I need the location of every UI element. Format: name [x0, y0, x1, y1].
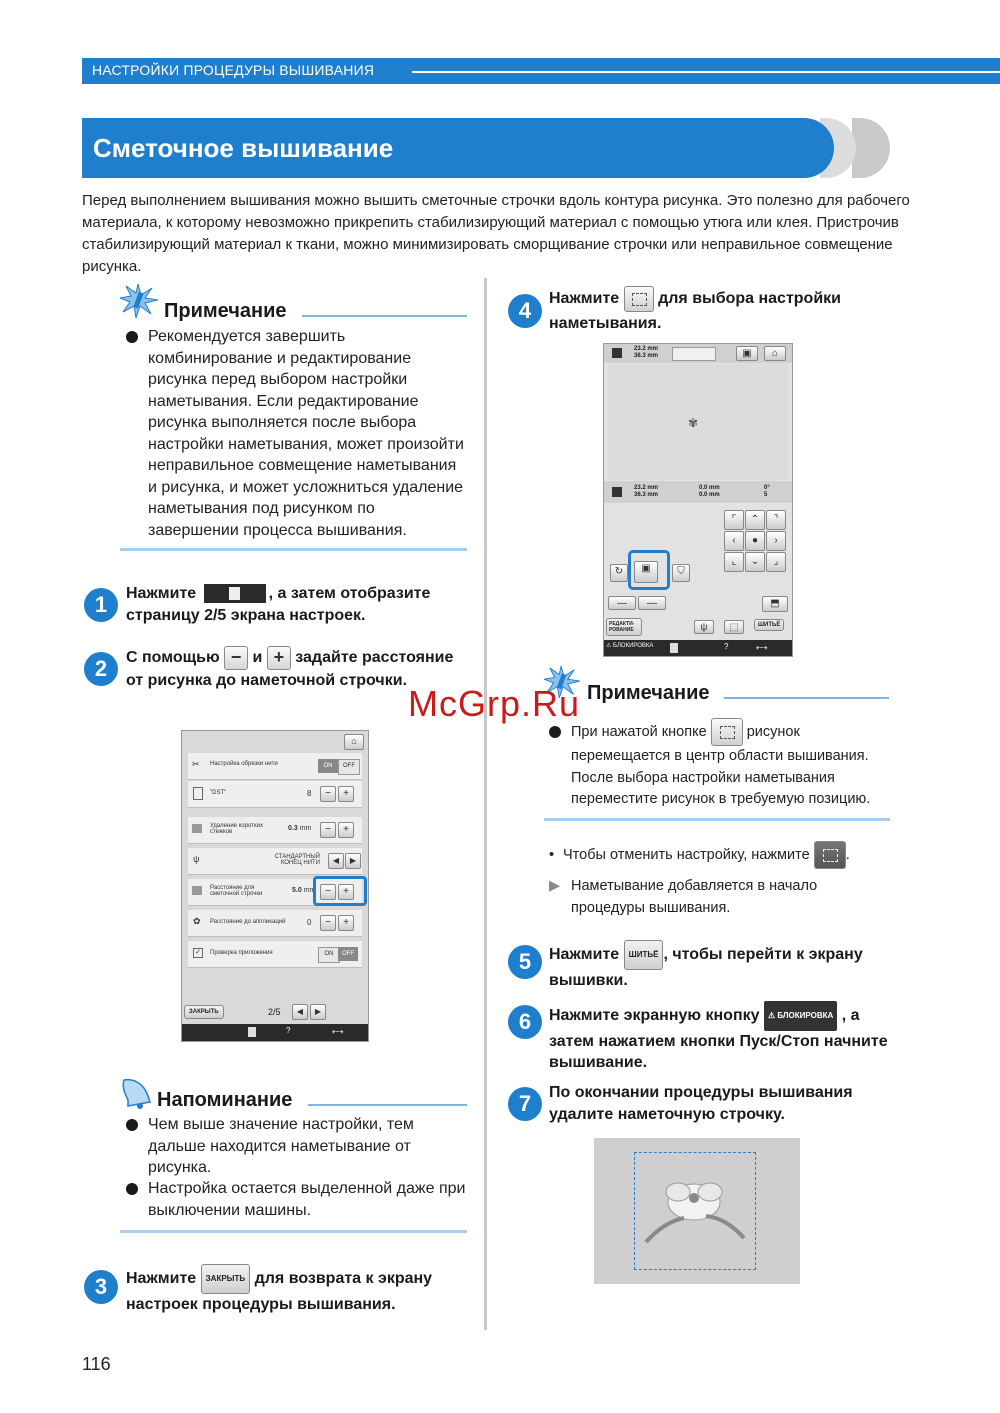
- step-number: 1: [84, 588, 118, 622]
- setting-row: [188, 910, 362, 937]
- bullet-dot-icon: [549, 726, 561, 738]
- plus-button[interactable]: +: [338, 786, 354, 802]
- plus-icon: +: [267, 646, 291, 670]
- page-next-icon[interactable]: ▶: [310, 1004, 326, 1020]
- needle-icon: ψ: [193, 854, 200, 864]
- basting-key-icon: [814, 841, 846, 869]
- note-bullet-text: [571, 718, 889, 811]
- setting-label: Удаление коротких стежков: [210, 823, 263, 835]
- reminder-bullet-text: Настройка остается выделенной даже при выключении машины.: [148, 1180, 466, 1219]
- scroll-icon[interactable]: ⟷: [756, 643, 768, 652]
- size-width: 23.2 mm: [634, 485, 659, 491]
- triangle-icon: ▶: [549, 878, 561, 894]
- step-2-mid: и: [252, 649, 263, 667]
- setting-value: 0: [307, 918, 312, 927]
- minus-button[interactable]: −: [320, 786, 336, 802]
- arrow-left-icon[interactable]: ◀: [328, 853, 344, 869]
- note-bullet: [549, 718, 889, 811]
- basting-button[interactable]: ▣: [634, 561, 658, 583]
- offset-y: 0.0 mm: [699, 485, 720, 491]
- fabric-illustration: [594, 1138, 800, 1284]
- header-rule: [412, 71, 1000, 73]
- arrow-right-icon[interactable]: ▶: [345, 853, 361, 869]
- note-bullet-text: Рекомендуется завершить комбинирование и редактирование рисунка перед выбором настройки наметывания. Если редактирование рисунка выполняется после выбора настройки наметывания, может произойти неправильное совмещение наметывания и рисунка, и может усложниться удаление наметывания под рисунком по завершении процесса вышивания.: [148, 328, 464, 539]
- step-1-text: [126, 583, 471, 626]
- step-5-pre: Нажмите: [549, 945, 620, 963]
- page-number: 116: [82, 1354, 111, 1374]
- step-6-text: [549, 1001, 889, 1074]
- title-decoration: [852, 118, 890, 178]
- step-3-text: [126, 1264, 471, 1315]
- reminder-title: Напоминание: [157, 1089, 293, 1111]
- close-key-icon: ЗАКРЫТЬ: [201, 1264, 250, 1294]
- bullet-dot-icon: [126, 1119, 138, 1131]
- sew-button[interactable]: ШИТЬЁ: [754, 619, 784, 631]
- size-height: 36.3 mm: [634, 353, 659, 359]
- help-icon[interactable]: ?: [286, 1026, 291, 1035]
- setting-unit: mm: [303, 887, 316, 894]
- note-bottom-rule: [120, 548, 467, 551]
- stitch-icon: [192, 824, 202, 833]
- setting-label: Проверка приложения: [210, 950, 273, 956]
- bullet-dot-icon: [126, 331, 138, 343]
- size-readout: [634, 485, 658, 499]
- reminder-bullet: [126, 1114, 466, 1179]
- bullet-dot-icon: [126, 1183, 138, 1195]
- offset-readout: [699, 485, 720, 499]
- home-icon: ⌂: [344, 734, 364, 750]
- step-3-pre: Нажмите: [126, 1269, 197, 1287]
- step-number: 6: [508, 1005, 542, 1039]
- note-bullet-post: рисунок перемещается в центр области вышивания. После выбора настройки наметывания переместите рисунок в требуемую позицию.: [571, 723, 871, 807]
- frame-icon[interactable]: ⬚: [724, 620, 744, 634]
- embroidery-pattern-icon: [634, 1152, 754, 1268]
- step-4-post: для выбора настройки наметывания.: [549, 290, 842, 332]
- minus-button[interactable]: −: [320, 884, 336, 900]
- sew-key-icon: ШИТЬЁ: [624, 940, 664, 970]
- step-number: 7: [508, 1087, 542, 1121]
- basting-key-icon: [624, 286, 654, 312]
- setting-label: Расстояние до аппликаций: [210, 919, 286, 925]
- setting-row: [188, 817, 362, 844]
- step-7-text: По окончании процедуры вышивания удалите наметочную строчку.: [549, 1084, 853, 1123]
- watermark: McGrp.Ru: [408, 683, 581, 724]
- on-button[interactable]: ON: [318, 759, 338, 773]
- rotate-icon[interactable]: ↻: [610, 564, 628, 582]
- screen-bottom-bar: [604, 640, 792, 656]
- minus-icon: −: [224, 646, 248, 670]
- page-title: Сметочное вышивание: [93, 133, 394, 163]
- cancel-text: Чтобы отменить настройку, нажмите: [563, 847, 810, 863]
- step-6-post: , а затем нажатием кнопки Пуск/Стоп начните вышивание.: [549, 1006, 888, 1071]
- arrow-up-icon[interactable]: ⌃: [745, 510, 765, 530]
- step-number: 2: [84, 652, 118, 686]
- note-star-icon: [120, 284, 160, 318]
- note-rule: [724, 697, 889, 699]
- step-1-post: , а затем отобразите страницу 2/5 экрана настроек.: [126, 585, 431, 624]
- setting-row: [188, 848, 362, 875]
- settings-icon[interactable]: [670, 643, 678, 653]
- setting-unit: mm: [299, 825, 312, 832]
- step-number: 4: [508, 294, 542, 328]
- view-icon[interactable]: ▣: [736, 346, 758, 361]
- shield-icon[interactable]: ⛉: [672, 564, 690, 582]
- highlight-frame: [313, 876, 367, 906]
- page-indicator: 2/5: [268, 1007, 281, 1017]
- settings-icon[interactable]: [248, 1027, 256, 1037]
- bell-icon: [120, 1076, 152, 1110]
- basting-icon: [192, 886, 202, 895]
- arrow-left-icon[interactable]: ‹: [724, 531, 744, 551]
- highlight-frame: [628, 550, 670, 590]
- offset-x: 0.0 mm: [699, 492, 720, 498]
- minus-button[interactable]: −: [320, 915, 336, 931]
- setting-value: СТАНДАРТНЫЙ КОНЕЦ НИТИ: [274, 854, 320, 866]
- plus-button[interactable]: +: [338, 822, 354, 838]
- arrow-up-right-icon[interactable]: ⌝: [766, 510, 786, 530]
- needle-icon[interactable]: ψ: [694, 620, 714, 634]
- note-bullet-pre: При нажатой кнопке: [571, 723, 707, 740]
- step-1-pre: Нажмите: [126, 585, 197, 602]
- angle-value: 0°: [764, 485, 770, 491]
- setting-value: [288, 825, 311, 832]
- reminder-bottom-rule: [120, 1230, 467, 1233]
- reminder-bullet: [126, 1178, 466, 1221]
- color-count: 5: [764, 492, 768, 498]
- step-number: 3: [84, 1270, 118, 1304]
- step-2-pre: С помощью: [126, 649, 220, 667]
- step-5-post: , чтобы перейти к экрану вышивки.: [549, 945, 863, 989]
- setting-row: [188, 753, 362, 780]
- checkbox-icon: ✓: [193, 948, 203, 958]
- arrow-down-right-icon[interactable]: ⌟: [766, 552, 786, 572]
- frame-selector[interactable]: [672, 347, 716, 361]
- arrow-up-left-icon[interactable]: ⌜: [724, 510, 744, 530]
- step-4-pre: Нажмите: [549, 290, 620, 308]
- intro-paragraph: Перед выполнением вышивания можно вышить сметочные строчки вдоль контура рисунка. Это полезно для рабочего материала, к которому невозможно прикрепить стабилизирующий материал с помощью утюга или клея. Пристрочив стабилизирующий материал к ткани, можно минимизировать сморщивание строчки или неправильное совмещение рисунка.: [82, 192, 910, 275]
- edit-screen: [603, 343, 793, 657]
- close-button[interactable]: ЗАКРЫТЬ: [184, 1005, 224, 1019]
- setting-value-number: 5.0: [292, 887, 302, 894]
- pattern-icon: ✾: [688, 416, 699, 430]
- note-title: Примечание: [164, 300, 287, 322]
- on-button[interactable]: ON: [318, 947, 340, 963]
- arrow-down-left-icon[interactable]: ⌞: [724, 552, 744, 572]
- size-readout: [634, 346, 658, 360]
- setting-value: [292, 887, 315, 894]
- bar-button[interactable]: —: [608, 596, 636, 610]
- minus-button[interactable]: −: [320, 822, 336, 838]
- lock-key-label: БЛОКИРОВКА: [777, 1011, 834, 1020]
- note-rule: [302, 315, 467, 317]
- step-4-text: [549, 286, 889, 336]
- setting-row: [188, 781, 362, 808]
- result-text: [549, 876, 889, 919]
- reminder-rule: [308, 1104, 467, 1106]
- note-bottom-rule: [544, 818, 890, 821]
- arrow-pad: [722, 508, 788, 574]
- center-icon[interactable]: ●: [745, 531, 765, 551]
- off-button[interactable]: OFF: [338, 947, 358, 961]
- setting-value-number: 0.3: [288, 825, 298, 832]
- home-icon[interactable]: ⌂: [764, 346, 786, 361]
- scroll-icon[interactable]: ⟷: [332, 1027, 344, 1036]
- file-icon: [193, 787, 203, 800]
- settings-key-icon: [204, 584, 266, 603]
- small-bullet: •: [549, 847, 555, 863]
- settings-screen: [181, 730, 369, 1042]
- size-width: 23.2 mm: [634, 346, 659, 352]
- step-2-post: задайте расстояние от рисунка до наметочной строчки.: [126, 649, 454, 689]
- scissors-icon: ✂: [192, 759, 200, 769]
- setting-row: [188, 941, 362, 968]
- setting-label: Настройка обрезки нити: [210, 761, 278, 767]
- embroidery-area: [608, 364, 788, 480]
- setting-label: Расстояние для сметочной строчки: [210, 885, 263, 897]
- arrow-down-icon[interactable]: ⌄: [745, 552, 765, 572]
- step-number: 5: [508, 945, 542, 979]
- column-divider: [484, 278, 487, 1330]
- plus-button[interactable]: +: [338, 915, 354, 931]
- plus-button[interactable]: +: [338, 884, 354, 900]
- edit-topbar: [604, 344, 792, 363]
- arrow-right-icon[interactable]: ›: [766, 531, 786, 551]
- cancel-instruction: [549, 840, 889, 870]
- lock-button[interactable]: ⚠ БЛОКИРОВКА: [606, 643, 654, 649]
- cancel-end: .: [845, 847, 850, 863]
- lock-key-icon: ⚠ БЛОКИРОВКА: [764, 1001, 837, 1031]
- setting-value: 8: [307, 789, 312, 798]
- size-icon: [612, 348, 622, 358]
- setting-label: "DST": [210, 790, 227, 796]
- result-body: Наметывание добавляется в начало процедуры вышивания.: [571, 878, 818, 916]
- screen-bottom-bar: [182, 1024, 368, 1041]
- bar-button[interactable]: —: [638, 596, 666, 610]
- basting-key-icon: [711, 718, 743, 746]
- note-bullet: [126, 326, 466, 541]
- page-prev-icon[interactable]: ◀: [292, 1004, 308, 1020]
- section-header-title: НАСТРОЙКИ ПРОЦЕДУРЫ ВЫШИВАНИЯ: [92, 62, 375, 78]
- edit-info-bar: [604, 481, 792, 503]
- step-5-text: [549, 940, 889, 991]
- angle-readout: [764, 485, 770, 499]
- edit-button[interactable]: РЕДАКТИ-РОВАНИЕ: [606, 618, 642, 636]
- size-height: 36.3 mm: [634, 492, 659, 498]
- help-icon[interactable]: ?: [724, 642, 729, 651]
- step-3-post: для возврата к экрану настроек процедуры вышивания.: [126, 1269, 433, 1313]
- lock-label: БЛОКИРОВКА: [613, 643, 654, 649]
- off-button[interactable]: OFF: [338, 759, 360, 775]
- note-title: Примечание: [587, 682, 710, 704]
- memory-icon[interactable]: ⬒: [762, 596, 788, 612]
- applique-icon: ✿: [193, 916, 201, 926]
- step-6-pre: Нажмите экранную кнопку: [549, 1006, 760, 1024]
- reminder-bullet-text: Чем выше значение настройки, тем дальше находится наметывание от рисунка.: [148, 1116, 414, 1176]
- size-icon: [612, 487, 622, 497]
